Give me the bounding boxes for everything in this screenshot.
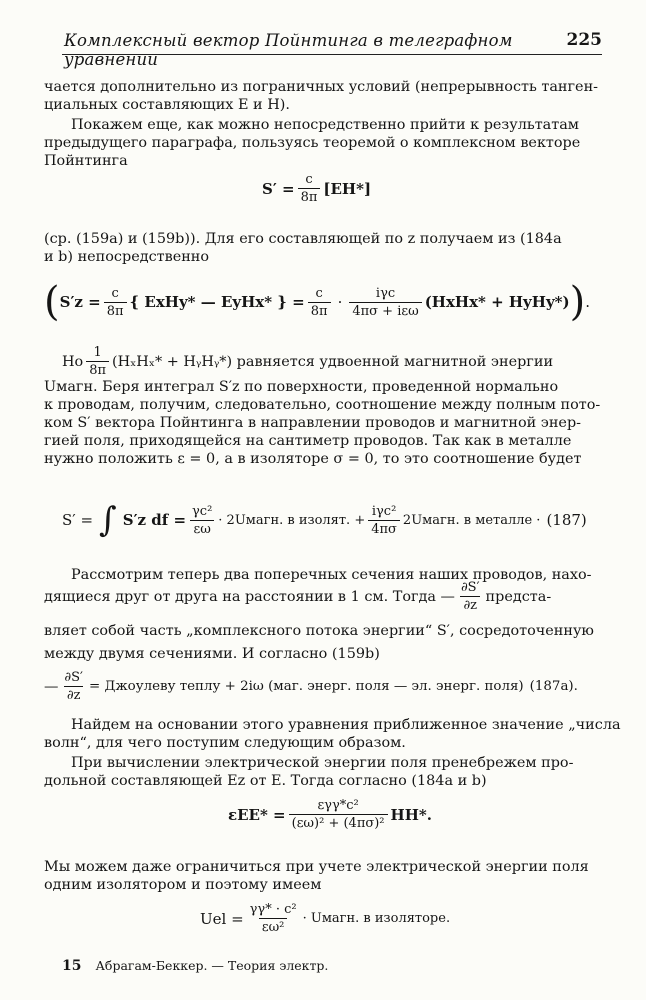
- fraction-numerator: ∂S′: [460, 580, 480, 595]
- eq-body: S′z df =: [122, 511, 187, 529]
- text-line: циальных составляющих E и H).: [44, 97, 290, 113]
- footer-text: Абрагам-Беккер. — Теория электр.: [95, 958, 329, 973]
- text-line: Uмагн. Беря интеграл S′z по поверхности, проведенной нормально: [44, 379, 559, 395]
- eq-lhs: S′ =: [262, 179, 295, 198]
- eq-mid: · 2Uмагн. в изолят. +: [218, 512, 366, 528]
- fraction: [368, 504, 400, 537]
- equation-187: [62, 500, 587, 540]
- fraction: [104, 286, 127, 319]
- eq-brace-term: { ExHy* — EyHx* } =: [129, 293, 305, 311]
- fraction: [247, 902, 300, 935]
- fraction-denominator: (εω)² + (4πσ)²: [289, 814, 388, 831]
- text-line: Найдем на основании этого уравнения приближенное значение „числа: [71, 717, 621, 733]
- fraction-denominator: 8π: [308, 302, 331, 319]
- text-line: дольной составляющей Ez от E. Тогда согласно (184a и b): [44, 773, 487, 789]
- fraction-numerator: iγc: [375, 285, 396, 301]
- fraction-numerator: c: [315, 285, 323, 301]
- fraction: [189, 504, 215, 537]
- equation-sz: [44, 279, 590, 325]
- fraction-numerator: iγc²: [371, 503, 397, 519]
- text-line-with-fraction: [62, 345, 553, 378]
- text-line: Пойнтинга: [44, 153, 128, 169]
- eq-lhs: S′z =: [59, 293, 101, 311]
- paren-close: ): [569, 279, 586, 325]
- text-line: Покажем еще, как можно непосредственно прийти к результатам: [71, 117, 579, 133]
- eq-rhs: = Джоулеву теплу + 2iω (маг. энерг. поля — эл. энерг. поля): [88, 679, 524, 694]
- text-line: волн“, для чего поступим следующим образом.: [44, 735, 406, 751]
- integral-sign: ∫: [99, 500, 117, 540]
- text-line: гией поля, приходящейся на сантиметр проводов. Так как в металле: [44, 433, 572, 449]
- text-line: Рассмотрим теперь два поперечных сечения наших проводов, нахо-: [71, 567, 592, 583]
- fraction-denominator: 8π: [104, 302, 127, 319]
- text-fragment: (HₓHₓ* + HᵧHᵧ*) равняется удвоенной магнитной энергии: [112, 353, 554, 370]
- eq-rhs: (HxHx* + HyHy*): [424, 293, 570, 311]
- equation-187a: [44, 670, 578, 703]
- fraction: [289, 798, 388, 831]
- fraction-numerator: εγγ*c²: [317, 798, 359, 813]
- fraction-denominator: 4πσ + iεω: [349, 302, 421, 319]
- text-line: ком S′ вектора Пойнтинга в направлении проводов и магнитной энер-: [44, 415, 582, 431]
- eq-rhs: HH*.: [390, 805, 432, 824]
- fraction: [298, 172, 321, 205]
- fraction-denominator: 8π: [298, 188, 321, 205]
- fraction: [61, 670, 86, 703]
- text-line: Мы можем даже ограничиться при учете электрической энергии поля: [44, 859, 589, 875]
- eq-end: .: [585, 293, 590, 311]
- equation-label: (187): [546, 511, 587, 529]
- fraction: [86, 345, 109, 378]
- text-line: к проводам, получим, следовательно, соотношение между полным пото-: [44, 397, 601, 413]
- text-line: (ср. (159a) и (159b)). Для его составляющей по z получаем из (184a: [44, 231, 562, 247]
- fraction-denominator: ∂z: [460, 596, 480, 613]
- page-number: 225: [566, 30, 602, 50]
- text-line: вляет собой часть „комплексного потока энергии“ S′, сосредоточенную: [44, 623, 594, 639]
- equation-uel: [200, 902, 450, 935]
- text-line: При вычислении электрической энергии поля пренебрежем про-: [71, 755, 574, 771]
- text-line-with-fraction: [44, 580, 551, 613]
- text-line: между двумя сечениями. И согласно (159b): [44, 646, 380, 662]
- text-fragment: Но: [62, 353, 84, 370]
- eq-lhs: Uel =: [200, 909, 244, 928]
- eq-dot: ·: [337, 293, 343, 311]
- fraction-numerator: 1: [93, 345, 102, 360]
- fraction-numerator: c: [111, 285, 119, 301]
- fraction-numerator: c: [305, 172, 313, 187]
- eq-lhs: εEE* =: [228, 805, 286, 824]
- eq-rhs: · Uмагн. в изоляторе.: [302, 911, 451, 926]
- eq-minus: —: [44, 678, 59, 695]
- equation-poynting: [262, 172, 371, 205]
- running-header: [62, 28, 602, 69]
- equation-electric-energy: [228, 798, 432, 831]
- paren-open: (: [44, 279, 60, 325]
- text-line: и b) непосредственно: [44, 249, 210, 265]
- fraction-numerator: γc²: [192, 503, 213, 519]
- fraction-numerator: γγ* · c²: [249, 902, 297, 917]
- eq-rhs: [EH*]: [323, 179, 372, 198]
- text-line: одним изолятором и поэтому имеем: [44, 877, 322, 893]
- text-line: предыдущего параграфа, пользуясь теоремой о комплексном векторе: [44, 135, 581, 151]
- fraction-denominator: ∂z: [64, 686, 84, 703]
- fraction-denominator: 4πσ: [368, 520, 400, 537]
- signature-mark: 15: [62, 958, 82, 974]
- text-line: чается дополнительно из пограничных условий (непрерывность танген-: [44, 79, 599, 95]
- text-line: нужно положить ε = 0, а в изоляторе σ = 0, то это соотношение будет: [44, 451, 582, 467]
- equation-label: (187a).: [529, 679, 578, 694]
- fraction: [349, 286, 421, 319]
- fraction-numerator: ∂S′: [64, 670, 83, 685]
- fraction: [308, 286, 331, 319]
- text-fragment: предста-: [485, 588, 552, 605]
- fraction: [458, 580, 483, 613]
- fraction-denominator: εω: [190, 520, 213, 537]
- running-title: Комплексный вектор Пойнтинга в телеграфном уравнении: [64, 31, 513, 69]
- page-footer: [62, 958, 328, 974]
- text-fragment: дящиеся друг от друга на расстоянии в 1 см. Тогда —: [44, 588, 455, 605]
- eq-lhs: S′ =: [62, 511, 94, 529]
- fraction-denominator: 8π: [86, 361, 109, 378]
- fraction-denominator: εω²: [259, 918, 288, 935]
- eq-tail: 2Uмагн. в металле ·: [402, 512, 541, 528]
